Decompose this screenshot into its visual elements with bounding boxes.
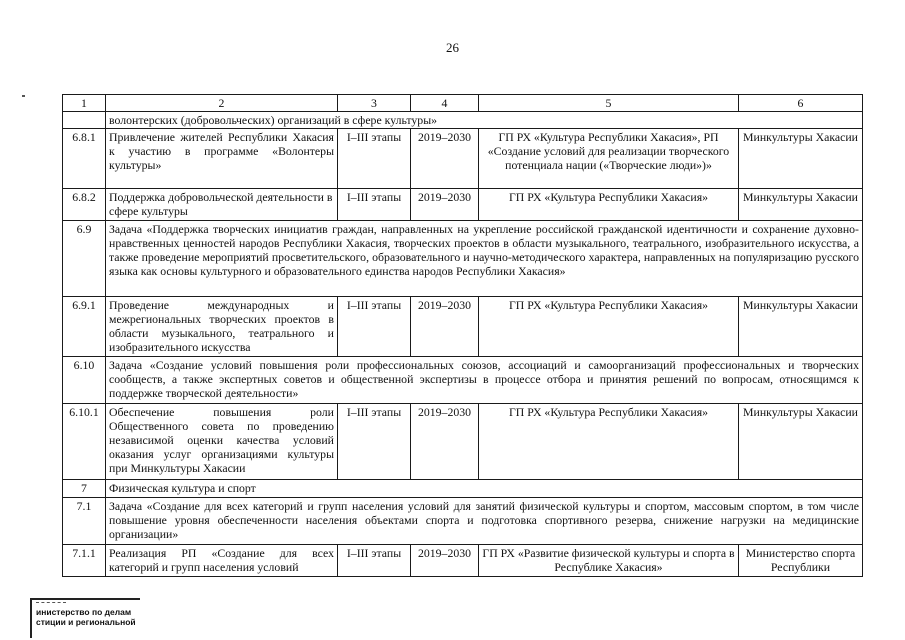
table-row [63, 112, 863, 129]
header-cell: 6 [739, 95, 863, 112]
row-number: 7.1 [63, 498, 106, 545]
row-number: 7 [63, 480, 106, 498]
measure-name: Привлечение жителей Республики Хакасия к участию в программе «Волонтеры культуры» [106, 129, 338, 189]
table-row [63, 129, 863, 189]
row-number: 6.9 [63, 221, 106, 297]
period: 2019–2030 [411, 129, 479, 189]
row-number: 6.10.1 [63, 404, 106, 480]
stamp-line: стиции и региональной [36, 617, 136, 627]
table-row [63, 189, 863, 221]
program: ГП РХ «Культура Республики Хакасия» [479, 297, 739, 357]
measure-name: Проведение международных и межрегиональных творческих проектов в области музыкального, театрального и изобразительного искусства [106, 297, 338, 357]
stamp-rule [36, 602, 66, 606]
executor: Минкультуры Хакасии [739, 129, 863, 189]
header-cell: 5 [479, 95, 739, 112]
row-number: 6.8.1 [63, 129, 106, 189]
row-text: волонтерских (добровольческих) организаций в сфере культуры» [106, 112, 863, 129]
program: ГП РХ «Культура Республики Хакасия» [479, 189, 739, 221]
period: 2019–2030 [411, 189, 479, 221]
row-number [63, 112, 106, 129]
header-cell: 3 [338, 95, 411, 112]
table-row [63, 545, 863, 577]
row-number: 7.1.1 [63, 545, 106, 577]
task-text: Задача «Создание условий повышения роли профессиональных союзов, ассоциаций и самоорганизаций профессиональных и творческих сообществ, а также экспертных советов и общественной экспертизы в процессе отбора и принятия решений по вопросам, относящимся к поддержке творческой деятельности» [106, 357, 863, 404]
period: 2019–2030 [411, 404, 479, 480]
row-number: 6.8.2 [63, 189, 106, 221]
measures-table [62, 94, 863, 577]
header-cell: 1 [63, 95, 106, 112]
executor: Минкультуры Хакасии [739, 189, 863, 221]
task-row [63, 498, 863, 545]
stages: I–III этапы [338, 545, 411, 577]
section-title: Физическая культура и спорт [106, 480, 863, 498]
executor: Минкультуры Хакасии [739, 404, 863, 480]
period: 2019–2030 [411, 545, 479, 577]
task-text: Задача «Поддержка творческих инициатив граждан, направленных на укрепление российской гражданской идентичности и сохранение духовно-нравственных ценностей народов Республики Хакасия, творческих проектов в области музыкального, театрального, изобразительного искусства, а также проведение мероприятий просветительского, образовательного и научно-методического характера, направленных на популяризацию русского языка как основы культурного и образовательного единства народов Республики Хакасия» [106, 221, 863, 297]
stages: I–III этапы [338, 129, 411, 189]
executor: Минкультуры Хакасии [739, 297, 863, 357]
program: ГП РХ «Культура Республики Хакасия» [479, 404, 739, 480]
executor: Министерство спорта Республики [739, 545, 863, 577]
period: 2019–2030 [411, 297, 479, 357]
margin-mark [22, 95, 25, 97]
stages: I–III этапы [338, 404, 411, 480]
stages: I–III этапы [338, 189, 411, 221]
registration-stamp [30, 598, 140, 638]
row-number: 6.10 [63, 357, 106, 404]
program: ГП РХ «Культура Республики Хакасия», РП «Создание условий для реализации творческого потенциала нации («Творческие люди»)» [479, 129, 739, 189]
measure-name: Поддержка добровольческой деятельности в сфере культуры [106, 189, 338, 221]
table-row [63, 404, 863, 480]
table-row [63, 297, 863, 357]
measure-name: Реализация РП «Создание для всех категорий и групп населения условий [106, 545, 338, 577]
header-cell: 2 [106, 95, 338, 112]
page-number: 26 [446, 40, 459, 55]
task-row [63, 357, 863, 404]
section-row [63, 480, 863, 498]
stages: I–III этапы [338, 297, 411, 357]
header-row [63, 95, 863, 112]
row-number: 6.9.1 [63, 297, 106, 357]
task-row [63, 221, 863, 297]
program: ГП РХ «Развитие физической культуры и спорта в Республике Хакасия» [479, 545, 739, 577]
stamp-line: инистерство по делам [36, 607, 132, 617]
measure-name: Обеспечение повышения роли Общественного совета по проведению независимой оценки качества условий оказания услуг организациями культуры при Минкультуры Хакасии [106, 404, 338, 480]
task-text: Задача «Создание для всех категорий и групп населения условий для занятий физической культуры и спортом, массовым спортом, в том числе повышение уровня обеспеченности населения объектами спорта и подготовка спортивного резерва, снижение нагрузки на медицинские организации» [106, 498, 863, 545]
header-cell: 4 [411, 95, 479, 112]
